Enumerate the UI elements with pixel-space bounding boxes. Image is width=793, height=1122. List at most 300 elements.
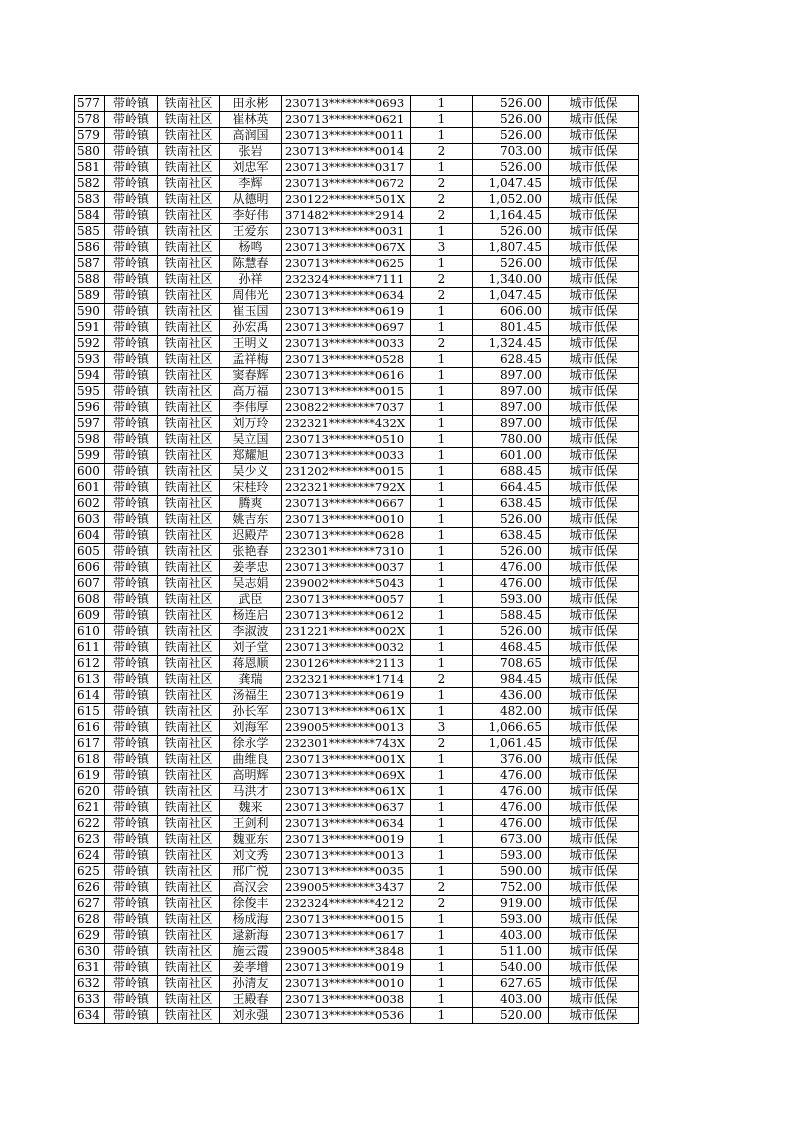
- amount-cell: 468.45: [473, 640, 549, 656]
- amount-cell: 476.00: [473, 768, 549, 784]
- id-number-cell: 232324********4212: [282, 896, 411, 912]
- aid-type-cell: 城市低保: [549, 976, 639, 992]
- household-count-cell: 1: [411, 992, 473, 1008]
- household-count-cell: 1: [411, 816, 473, 832]
- name-cell: 杨连启: [220, 608, 282, 624]
- aid-type-cell: 城市低保: [549, 224, 639, 240]
- amount-cell: 403.00: [473, 992, 549, 1008]
- town-cell: 带岭镇: [105, 896, 158, 912]
- household-count-cell: 1: [411, 160, 473, 176]
- household-count-cell: 2: [411, 272, 473, 288]
- amount-cell: 436.00: [473, 688, 549, 704]
- id-number-cell: 232301********743X: [282, 736, 411, 752]
- aid-type-cell: 城市低保: [549, 720, 639, 736]
- amount-cell: 526.00: [473, 112, 549, 128]
- name-cell: 李伟厚: [220, 400, 282, 416]
- table-row: [75, 992, 639, 1008]
- community-cell: 铁南社区: [158, 672, 220, 688]
- id-number-cell: 230713********0536: [282, 1008, 411, 1024]
- household-count-cell: 1: [411, 640, 473, 656]
- town-cell: 带岭镇: [105, 560, 158, 576]
- town-cell: 带岭镇: [105, 976, 158, 992]
- table-row: [75, 880, 639, 896]
- name-cell: 李淑波: [220, 624, 282, 640]
- household-count-cell: 1: [411, 592, 473, 608]
- amount-cell: 984.45: [473, 672, 549, 688]
- row-number: 594: [75, 368, 105, 384]
- amount-cell: 1,052.00: [473, 192, 549, 208]
- town-cell: 带岭镇: [105, 704, 158, 720]
- row-number: 599: [75, 448, 105, 464]
- amount-cell: 526.00: [473, 624, 549, 640]
- table-row: [75, 256, 639, 272]
- aid-type-cell: 城市低保: [549, 736, 639, 752]
- name-cell: 姜孝增: [220, 960, 282, 976]
- row-number: 595: [75, 384, 105, 400]
- town-cell: 带岭镇: [105, 368, 158, 384]
- table-row: [75, 448, 639, 464]
- row-number: 598: [75, 432, 105, 448]
- amount-cell: 919.00: [473, 896, 549, 912]
- town-cell: 带岭镇: [105, 768, 158, 784]
- id-number-cell: 239005********0013: [282, 720, 411, 736]
- aid-type-cell: 城市低保: [549, 176, 639, 192]
- table-row: [75, 736, 639, 752]
- table-row: [75, 368, 639, 384]
- row-number: 614: [75, 688, 105, 704]
- row-number: 629: [75, 928, 105, 944]
- household-count-cell: 1: [411, 784, 473, 800]
- aid-type-cell: 城市低保: [549, 656, 639, 672]
- amount-cell: 526.00: [473, 224, 549, 240]
- amount-cell: 638.45: [473, 528, 549, 544]
- household-count-cell: 1: [411, 112, 473, 128]
- household-count-cell: 1: [411, 512, 473, 528]
- table-row: [75, 624, 639, 640]
- amount-cell: 476.00: [473, 816, 549, 832]
- town-cell: 带岭镇: [105, 688, 158, 704]
- table-body: [75, 96, 639, 1024]
- amount-cell: 526.00: [473, 128, 549, 144]
- row-number: 591: [75, 320, 105, 336]
- community-cell: 铁南社区: [158, 352, 220, 368]
- aid-type-cell: 城市低保: [549, 144, 639, 160]
- aid-type-cell: 城市低保: [549, 416, 639, 432]
- name-cell: 曲维良: [220, 752, 282, 768]
- id-number-cell: 230713********0616: [282, 368, 411, 384]
- row-number: 607: [75, 576, 105, 592]
- table-row: [75, 464, 639, 480]
- amount-cell: 703.00: [473, 144, 549, 160]
- community-cell: 铁南社区: [158, 864, 220, 880]
- household-count-cell: 1: [411, 320, 473, 336]
- community-cell: 铁南社区: [158, 528, 220, 544]
- name-cell: 孟祥梅: [220, 352, 282, 368]
- table-row: [75, 528, 639, 544]
- household-count-cell: 1: [411, 832, 473, 848]
- name-cell: 蒋恩顺: [220, 656, 282, 672]
- community-cell: 铁南社区: [158, 496, 220, 512]
- aid-type-cell: 城市低保: [549, 352, 639, 368]
- household-count-cell: 1: [411, 848, 473, 864]
- amount-cell: 588.45: [473, 608, 549, 624]
- amount-cell: 688.45: [473, 464, 549, 480]
- town-cell: 带岭镇: [105, 432, 158, 448]
- amount-cell: 526.00: [473, 160, 549, 176]
- row-number: 626: [75, 880, 105, 896]
- table-row: [75, 288, 639, 304]
- household-count-cell: 2: [411, 192, 473, 208]
- community-cell: 铁南社区: [158, 816, 220, 832]
- town-cell: 带岭镇: [105, 176, 158, 192]
- household-count-cell: 1: [411, 480, 473, 496]
- id-number-cell: 230713********0317: [282, 160, 411, 176]
- data-table: [74, 95, 639, 1024]
- community-cell: 铁南社区: [158, 160, 220, 176]
- town-cell: 带岭镇: [105, 864, 158, 880]
- household-count-cell: 1: [411, 224, 473, 240]
- community-cell: 铁南社区: [158, 336, 220, 352]
- aid-type-cell: 城市低保: [549, 384, 639, 400]
- community-cell: 铁南社区: [158, 640, 220, 656]
- id-number-cell: 230713********001X: [282, 752, 411, 768]
- table-row: [75, 912, 639, 928]
- household-count-cell: 1: [411, 912, 473, 928]
- town-cell: 带岭镇: [105, 880, 158, 896]
- aid-type-cell: 城市低保: [549, 768, 639, 784]
- town-cell: 带岭镇: [105, 944, 158, 960]
- table-row: [75, 480, 639, 496]
- community-cell: 铁南社区: [158, 576, 220, 592]
- community-cell: 铁南社区: [158, 560, 220, 576]
- household-count-cell: 1: [411, 960, 473, 976]
- name-cell: 刘忠军: [220, 160, 282, 176]
- aid-type-cell: 城市低保: [549, 128, 639, 144]
- town-cell: 带岭镇: [105, 528, 158, 544]
- id-number-cell: 232321********432X: [282, 416, 411, 432]
- amount-cell: 897.00: [473, 384, 549, 400]
- row-number: 631: [75, 960, 105, 976]
- town-cell: 带岭镇: [105, 544, 158, 560]
- aid-type-cell: 城市低保: [549, 304, 639, 320]
- name-cell: 王爱东: [220, 224, 282, 240]
- row-number: 589: [75, 288, 105, 304]
- community-cell: 铁南社区: [158, 592, 220, 608]
- aid-type-cell: 城市低保: [549, 864, 639, 880]
- community-cell: 铁南社区: [158, 128, 220, 144]
- row-number: 597: [75, 416, 105, 432]
- aid-type-cell: 城市低保: [549, 816, 639, 832]
- aid-type-cell: 城市低保: [549, 752, 639, 768]
- id-number-cell: 230822********7037: [282, 400, 411, 416]
- community-cell: 铁南社区: [158, 1008, 220, 1024]
- community-cell: 铁南社区: [158, 208, 220, 224]
- town-cell: 带岭镇: [105, 336, 158, 352]
- community-cell: 铁南社区: [158, 960, 220, 976]
- aid-type-cell: 城市低保: [549, 896, 639, 912]
- table-row: [75, 832, 639, 848]
- name-cell: 王殿春: [220, 992, 282, 1008]
- household-count-cell: 1: [411, 448, 473, 464]
- row-number: 580: [75, 144, 105, 160]
- town-cell: 带岭镇: [105, 416, 158, 432]
- town-cell: 带岭镇: [105, 96, 158, 112]
- amount-cell: 1,807.45: [473, 240, 549, 256]
- town-cell: 带岭镇: [105, 464, 158, 480]
- aid-type-cell: 城市低保: [549, 848, 639, 864]
- table-row: [75, 304, 639, 320]
- aid-type-cell: 城市低保: [549, 336, 639, 352]
- name-cell: 吴立国: [220, 432, 282, 448]
- table-row: [75, 144, 639, 160]
- community-cell: 铁南社区: [158, 800, 220, 816]
- town-cell: 带岭镇: [105, 816, 158, 832]
- amount-cell: 476.00: [473, 784, 549, 800]
- household-count-cell: 2: [411, 896, 473, 912]
- name-cell: 迟殿芹: [220, 528, 282, 544]
- row-number: 628: [75, 912, 105, 928]
- id-number-cell: 239002********5043: [282, 576, 411, 592]
- household-count-cell: 1: [411, 96, 473, 112]
- name-cell: 姚吉东: [220, 512, 282, 528]
- community-cell: 铁南社区: [158, 304, 220, 320]
- table-row: [75, 704, 639, 720]
- row-number: 586: [75, 240, 105, 256]
- id-number-cell: 230126********2113: [282, 656, 411, 672]
- name-cell: 杨成海: [220, 912, 282, 928]
- id-number-cell: 230713********0625: [282, 256, 411, 272]
- aid-type-cell: 城市低保: [549, 928, 639, 944]
- amount-cell: 593.00: [473, 912, 549, 928]
- id-number-cell: 230713********0011: [282, 128, 411, 144]
- table-row: [75, 192, 639, 208]
- row-number: 617: [75, 736, 105, 752]
- aid-type-cell: 城市低保: [549, 992, 639, 1008]
- aid-type-cell: 城市低保: [549, 800, 639, 816]
- name-cell: 孙宏禹: [220, 320, 282, 336]
- amount-cell: 593.00: [473, 592, 549, 608]
- row-number: 590: [75, 304, 105, 320]
- row-number: 603: [75, 512, 105, 528]
- aid-type-cell: 城市低保: [549, 960, 639, 976]
- row-number: 634: [75, 1008, 105, 1024]
- town-cell: 带岭镇: [105, 400, 158, 416]
- name-cell: 宋桂玲: [220, 480, 282, 496]
- name-cell: 徐俊丰: [220, 896, 282, 912]
- name-cell: 汤福生: [220, 688, 282, 704]
- table-row: [75, 800, 639, 816]
- id-number-cell: 230713********067X: [282, 240, 411, 256]
- id-number-cell: 230713********0033: [282, 336, 411, 352]
- aid-type-cell: 城市低保: [549, 496, 639, 512]
- id-number-cell: 239005********3437: [282, 880, 411, 896]
- community-cell: 铁南社区: [158, 480, 220, 496]
- amount-cell: 897.00: [473, 416, 549, 432]
- name-cell: 高万福: [220, 384, 282, 400]
- aid-type-cell: 城市低保: [549, 912, 639, 928]
- table-row: [75, 496, 639, 512]
- aid-type-cell: 城市低保: [549, 464, 639, 480]
- id-number-cell: 230713********0612: [282, 608, 411, 624]
- name-cell: 王明义: [220, 336, 282, 352]
- table-row: [75, 816, 639, 832]
- id-number-cell: 230713********0617: [282, 928, 411, 944]
- town-cell: 带岭镇: [105, 144, 158, 160]
- community-cell: 铁南社区: [158, 272, 220, 288]
- name-cell: 孙清友: [220, 976, 282, 992]
- id-number-cell: 230713********069X: [282, 768, 411, 784]
- amount-cell: 1,324.45: [473, 336, 549, 352]
- aid-type-cell: 城市低保: [549, 448, 639, 464]
- id-number-cell: 230713********0019: [282, 832, 411, 848]
- town-cell: 带岭镇: [105, 496, 158, 512]
- town-cell: 带岭镇: [105, 384, 158, 400]
- household-count-cell: 1: [411, 768, 473, 784]
- table-row: [75, 784, 639, 800]
- row-number: 619: [75, 768, 105, 784]
- row-number: 627: [75, 896, 105, 912]
- table-row: [75, 320, 639, 336]
- table-row: [75, 560, 639, 576]
- household-count-cell: 1: [411, 944, 473, 960]
- name-cell: 周伟光: [220, 288, 282, 304]
- community-cell: 铁南社区: [158, 112, 220, 128]
- table-row: [75, 944, 639, 960]
- row-number: 601: [75, 480, 105, 496]
- community-cell: 铁南社区: [158, 368, 220, 384]
- household-count-cell: 1: [411, 560, 473, 576]
- id-number-cell: 230713********0634: [282, 288, 411, 304]
- name-cell: 杨鸣: [220, 240, 282, 256]
- id-number-cell: 232301********7310: [282, 544, 411, 560]
- household-count-cell: 1: [411, 256, 473, 272]
- household-count-cell: 1: [411, 976, 473, 992]
- town-cell: 带岭镇: [105, 192, 158, 208]
- id-number-cell: 230713********0019: [282, 960, 411, 976]
- name-cell: 从德明: [220, 192, 282, 208]
- row-number: 616: [75, 720, 105, 736]
- row-number: 625: [75, 864, 105, 880]
- household-count-cell: 1: [411, 656, 473, 672]
- town-cell: 带岭镇: [105, 784, 158, 800]
- aid-type-cell: 城市低保: [549, 432, 639, 448]
- aid-type-cell: 城市低保: [549, 240, 639, 256]
- amount-cell: 1,047.45: [473, 176, 549, 192]
- amount-cell: 752.00: [473, 880, 549, 896]
- town-cell: 带岭镇: [105, 160, 158, 176]
- name-cell: 腾爽: [220, 496, 282, 512]
- row-number: 577: [75, 96, 105, 112]
- name-cell: 武臣: [220, 592, 282, 608]
- community-cell: 铁南社区: [158, 464, 220, 480]
- community-cell: 铁南社区: [158, 720, 220, 736]
- town-cell: 带岭镇: [105, 736, 158, 752]
- household-count-cell: 1: [411, 400, 473, 416]
- aid-type-cell: 城市低保: [549, 528, 639, 544]
- table-row: [75, 400, 639, 416]
- id-number-cell: 230713********0510: [282, 432, 411, 448]
- town-cell: 带岭镇: [105, 656, 158, 672]
- community-cell: 铁南社区: [158, 992, 220, 1008]
- household-count-cell: 1: [411, 928, 473, 944]
- amount-cell: 708.65: [473, 656, 549, 672]
- aid-type-cell: 城市低保: [549, 880, 639, 896]
- name-cell: 李好伟: [220, 208, 282, 224]
- aid-type-cell: 城市低保: [549, 672, 639, 688]
- amount-cell: 638.45: [473, 496, 549, 512]
- household-count-cell: 3: [411, 720, 473, 736]
- household-count-cell: 2: [411, 880, 473, 896]
- aid-type-cell: 城市低保: [549, 272, 639, 288]
- name-cell: 刘万玲: [220, 416, 282, 432]
- community-cell: 铁南社区: [158, 736, 220, 752]
- community-cell: 铁南社区: [158, 144, 220, 160]
- row-number: 632: [75, 976, 105, 992]
- amount-cell: 1,066.65: [473, 720, 549, 736]
- id-number-cell: 232321********1714: [282, 672, 411, 688]
- id-number-cell: 230713********0013: [282, 848, 411, 864]
- community-cell: 铁南社区: [158, 224, 220, 240]
- aid-type-cell: 城市低保: [549, 592, 639, 608]
- town-cell: 带岭镇: [105, 800, 158, 816]
- amount-cell: 476.00: [473, 576, 549, 592]
- amount-cell: 476.00: [473, 800, 549, 816]
- name-cell: 高润国: [220, 128, 282, 144]
- id-number-cell: 230713********0015: [282, 912, 411, 928]
- town-cell: 带岭镇: [105, 928, 158, 944]
- household-count-cell: 1: [411, 688, 473, 704]
- amount-cell: 1,047.45: [473, 288, 549, 304]
- id-number-cell: 230713********0033: [282, 448, 411, 464]
- aid-type-cell: 城市低保: [549, 288, 639, 304]
- amount-cell: 627.65: [473, 976, 549, 992]
- town-cell: 带岭镇: [105, 448, 158, 464]
- id-number-cell: 230713********0014: [282, 144, 411, 160]
- table-row: [75, 208, 639, 224]
- aid-type-cell: 城市低保: [549, 112, 639, 128]
- household-count-cell: 1: [411, 576, 473, 592]
- id-number-cell: 230713********0619: [282, 304, 411, 320]
- id-number-cell: 371482********2914: [282, 208, 411, 224]
- id-number-cell: 232321********792X: [282, 480, 411, 496]
- id-number-cell: 230713********0637: [282, 800, 411, 816]
- id-number-cell: 230713********0621: [282, 112, 411, 128]
- aid-type-cell: 城市低保: [549, 160, 639, 176]
- amount-cell: 601.00: [473, 448, 549, 464]
- town-cell: 带岭镇: [105, 832, 158, 848]
- town-cell: 带岭镇: [105, 480, 158, 496]
- community-cell: 铁南社区: [158, 608, 220, 624]
- community-cell: 铁南社区: [158, 544, 220, 560]
- table-row: [75, 176, 639, 192]
- household-count-cell: 1: [411, 800, 473, 816]
- id-number-cell: 232324********7111: [282, 272, 411, 288]
- aid-type-cell: 城市低保: [549, 640, 639, 656]
- aid-type-cell: 城市低保: [549, 608, 639, 624]
- name-cell: 姜孝忠: [220, 560, 282, 576]
- amount-cell: 1,340.00: [473, 272, 549, 288]
- aid-type-cell: 城市低保: [549, 208, 639, 224]
- name-cell: 刘永强: [220, 1008, 282, 1024]
- row-number: 600: [75, 464, 105, 480]
- id-number-cell: 230713********0667: [282, 496, 411, 512]
- community-cell: 铁南社区: [158, 96, 220, 112]
- row-number: 610: [75, 624, 105, 640]
- name-cell: 龚瑞: [220, 672, 282, 688]
- aid-type-cell: 城市低保: [549, 96, 639, 112]
- town-cell: 带岭镇: [105, 1008, 158, 1024]
- row-number: 592: [75, 336, 105, 352]
